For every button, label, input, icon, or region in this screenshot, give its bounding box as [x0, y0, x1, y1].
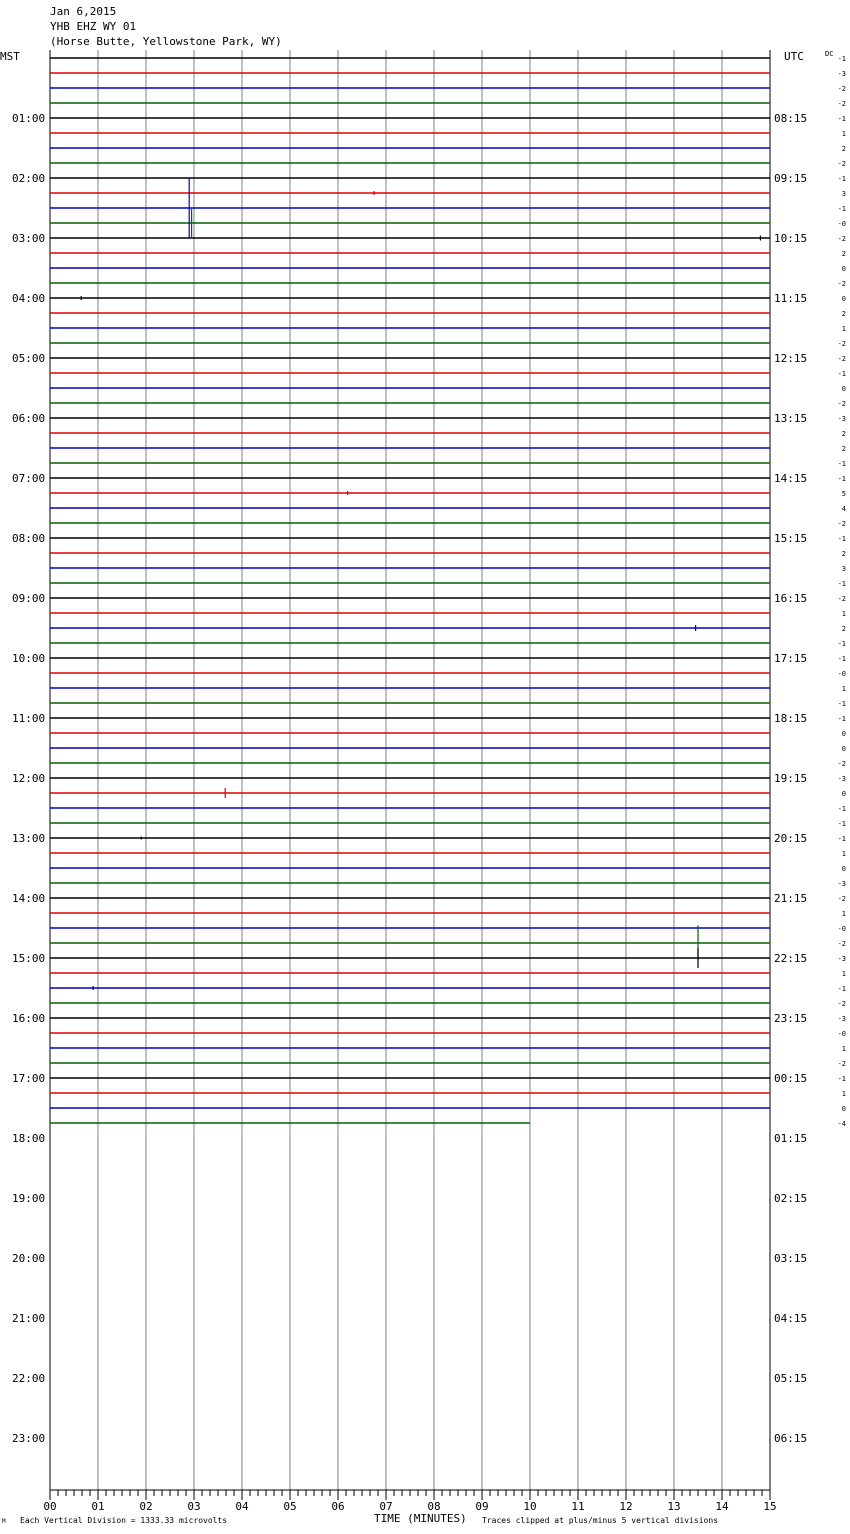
dc-offset-label: 0 [841, 865, 846, 873]
left-hour-label: 23:00 [12, 1432, 46, 1445]
left-hour-label: 15:00 [12, 952, 46, 965]
left-hour-label: 08:00 [12, 532, 46, 545]
left-hour-label: 19:00 [12, 1192, 46, 1205]
dc-offset-label: -1 [837, 655, 846, 663]
dc-offset-label: 0 [841, 385, 846, 393]
dc-offset-label: -2 [837, 895, 846, 903]
dc-offset-label: -2 [837, 160, 846, 168]
dc-offset-label: 0 [841, 1105, 846, 1113]
x-tick-label: 01 [91, 1500, 105, 1513]
left-hour-label: 21:00 [12, 1312, 46, 1325]
left-hour-label: 01:00 [12, 112, 46, 125]
dc-offset-label: 1 [841, 1045, 846, 1053]
dc-offset-label: -3 [837, 775, 846, 783]
dc-offset-label: -1 [837, 820, 846, 828]
dc-offset-label: -2 [837, 940, 846, 948]
right-hour-label: 14:15 [774, 472, 808, 485]
dc-offset-label: -1 [837, 1075, 846, 1083]
right-hour-label: 04:15 [774, 1312, 808, 1325]
dc-offset-label: -1 [837, 115, 846, 123]
x-tick-label: 03 [187, 1500, 201, 1513]
dc-offset-label: -1 [837, 640, 846, 648]
left-hour-label: 16:00 [12, 1012, 46, 1025]
dc-offset-label: -2 [837, 100, 846, 108]
dc-offset-label: -0 [837, 670, 846, 678]
dc-offset-label: 2 [841, 310, 846, 318]
x-tick-label: 09 [475, 1500, 489, 1513]
right-hour-label: 20:15 [774, 832, 808, 845]
dc-offset-label: 1 [841, 850, 846, 858]
dc-offset-label: -3 [837, 1015, 846, 1023]
dc-offset-label: -2 [837, 760, 846, 768]
x-tick-label: 10 [523, 1500, 537, 1513]
left-hour-label: 06:00 [12, 412, 46, 425]
right-hour-label: 12:15 [774, 352, 808, 365]
dc-offset-label: -2 [837, 1000, 846, 1008]
left-hour-label: 03:00 [12, 232, 46, 245]
dc-offset-label: -3 [837, 415, 846, 423]
right-hour-label: 13:15 [774, 412, 808, 425]
right-hour-label: 21:15 [774, 892, 808, 905]
dc-offset-label: 1 [841, 325, 846, 333]
right-hour-label: 16:15 [774, 592, 808, 605]
clip-note: Traces clipped at plus/minus 5 vertical divisions [482, 1516, 719, 1525]
right-hour-label: 09:15 [774, 172, 808, 185]
dc-offset-label: 1 [841, 910, 846, 918]
dc-offset-label: 1 [841, 970, 846, 978]
dc-offset-label: 0 [841, 295, 846, 303]
dc-offset-label: -2 [837, 340, 846, 348]
dc-title: DC [825, 50, 834, 58]
scale-note: Each Vertical Division = 1333.33 microvolts [20, 1516, 228, 1525]
right-hour-label: 08:15 [774, 112, 808, 125]
right-hour-label: 15:15 [774, 532, 808, 545]
right-hour-label: 22:15 [774, 952, 808, 965]
left-hour-label: 07:00 [12, 472, 46, 485]
x-tick-label: 08 [427, 1500, 441, 1513]
x-tick-label: 12 [619, 1500, 633, 1513]
right-hour-label: 01:15 [774, 1132, 808, 1145]
dc-offset-label: -1 [837, 715, 846, 723]
x-tick-label: 00 [43, 1500, 57, 1513]
right-hour-label: 17:15 [774, 652, 808, 665]
dc-offset-label: -3 [837, 70, 846, 78]
dc-offset-label: 2 [841, 445, 846, 453]
right-hour-label: 11:15 [774, 292, 808, 305]
dc-offset-label: -1 [837, 175, 846, 183]
x-axis-label: TIME (MINUTES) [374, 1512, 467, 1525]
right-hour-label: 10:15 [774, 232, 808, 245]
left-hour-label: 20:00 [12, 1252, 46, 1265]
left-hour-label: 04:00 [12, 292, 46, 305]
dc-offset-label: 0 [841, 790, 846, 798]
dc-offset-label: 1 [841, 685, 846, 693]
x-tick-label: 15 [763, 1500, 777, 1513]
dc-offset-label: -1 [837, 55, 846, 63]
right-hour-label: 02:15 [774, 1192, 808, 1205]
dc-offset-label: 2 [841, 430, 846, 438]
x-tick-label: 04 [235, 1500, 249, 1513]
dc-offset-label: -1 [837, 460, 846, 468]
left-hour-label: 18:00 [12, 1132, 46, 1145]
dc-offset-label: 0 [841, 265, 846, 273]
dc-offset-label: -2 [837, 400, 846, 408]
dc-offset-label: -1 [837, 580, 846, 588]
dc-offset-label: -2 [837, 235, 846, 243]
right-hour-label: 03:15 [774, 1252, 808, 1265]
dc-offset-label: -3 [837, 880, 846, 888]
right-hour-label: 19:15 [774, 772, 808, 785]
dc-offset-label: -1 [837, 700, 846, 708]
dc-offset-label: -0 [837, 925, 846, 933]
x-tick-label: 02 [139, 1500, 153, 1513]
left-hour-label: 09:00 [12, 592, 46, 605]
dc-offset-label: 3 [841, 565, 846, 573]
dc-offset-label: 3 [841, 190, 846, 198]
right-hour-label: 05:15 [774, 1372, 808, 1385]
dc-offset-label: -2 [837, 520, 846, 528]
chart-station: YHB EHZ WY 01 [50, 20, 137, 33]
left-axis-title: MST [0, 50, 20, 63]
dc-offset-label: -2 [837, 595, 846, 603]
x-tick-label: 14 [715, 1500, 729, 1513]
dc-offset-label: -1 [837, 370, 846, 378]
left-hour-label: 22:00 [12, 1372, 46, 1385]
dc-offset-label: -2 [837, 85, 846, 93]
right-hour-label: 00:15 [774, 1072, 808, 1085]
dc-offset-label: 2 [841, 145, 846, 153]
dc-offset-label: 1 [841, 130, 846, 138]
right-hour-label: 18:15 [774, 712, 808, 725]
dc-offset-label: 5 [841, 490, 846, 498]
x-tick-label: 07 [379, 1500, 393, 1513]
left-hour-label: 10:00 [12, 652, 46, 665]
left-hour-label: 11:00 [12, 712, 46, 725]
dc-offset-label: -1 [837, 985, 846, 993]
x-tick-label: 13 [667, 1500, 681, 1513]
dc-offset-label: 1 [841, 610, 846, 618]
dc-offset-label: -4 [837, 1120, 846, 1128]
dc-offset-label: -1 [837, 805, 846, 813]
x-tick-label: 06 [331, 1500, 345, 1513]
left-hour-label: 02:00 [12, 172, 46, 185]
dc-offset-label: -1 [837, 535, 846, 543]
left-hour-label: 14:00 [12, 892, 46, 905]
chart-location: (Horse Butte, Yellowstone Park, WY) [50, 35, 282, 48]
dc-offset-label: -3 [837, 955, 846, 963]
corner-mark: M [2, 1518, 6, 1525]
x-tick-label: 11 [571, 1500, 585, 1513]
dc-offset-label: -1 [837, 475, 846, 483]
left-hour-label: 12:00 [12, 772, 46, 785]
dc-offset-label: 4 [841, 505, 846, 513]
chart-date: Jan 6,2015 [50, 5, 117, 18]
right-hour-label: 06:15 [774, 1432, 808, 1445]
right-axis-title: UTC [784, 50, 804, 63]
dc-offset-label: -2 [837, 355, 846, 363]
dc-offset-label: 2 [841, 550, 846, 558]
dc-offset-label: 0 [841, 730, 846, 738]
dc-offset-label: -1 [837, 205, 846, 213]
dc-offset-label: -1 [837, 835, 846, 843]
x-tick-label: 05 [283, 1500, 297, 1513]
left-hour-label: 05:00 [12, 352, 46, 365]
dc-offset-label: -2 [837, 280, 846, 288]
dc-offset-label: 1 [841, 1090, 846, 1098]
dc-offset-label: 0 [841, 745, 846, 753]
dc-offset-label: -0 [837, 1030, 846, 1038]
dc-offset-label: -0 [837, 220, 846, 228]
dc-offset-label: -2 [837, 1060, 846, 1068]
dc-offset-label: 2 [841, 250, 846, 258]
right-hour-label: 23:15 [774, 1012, 808, 1025]
left-hour-label: 17:00 [12, 1072, 46, 1085]
dc-offset-label: 2 [841, 625, 846, 633]
left-hour-label: 13:00 [12, 832, 46, 845]
